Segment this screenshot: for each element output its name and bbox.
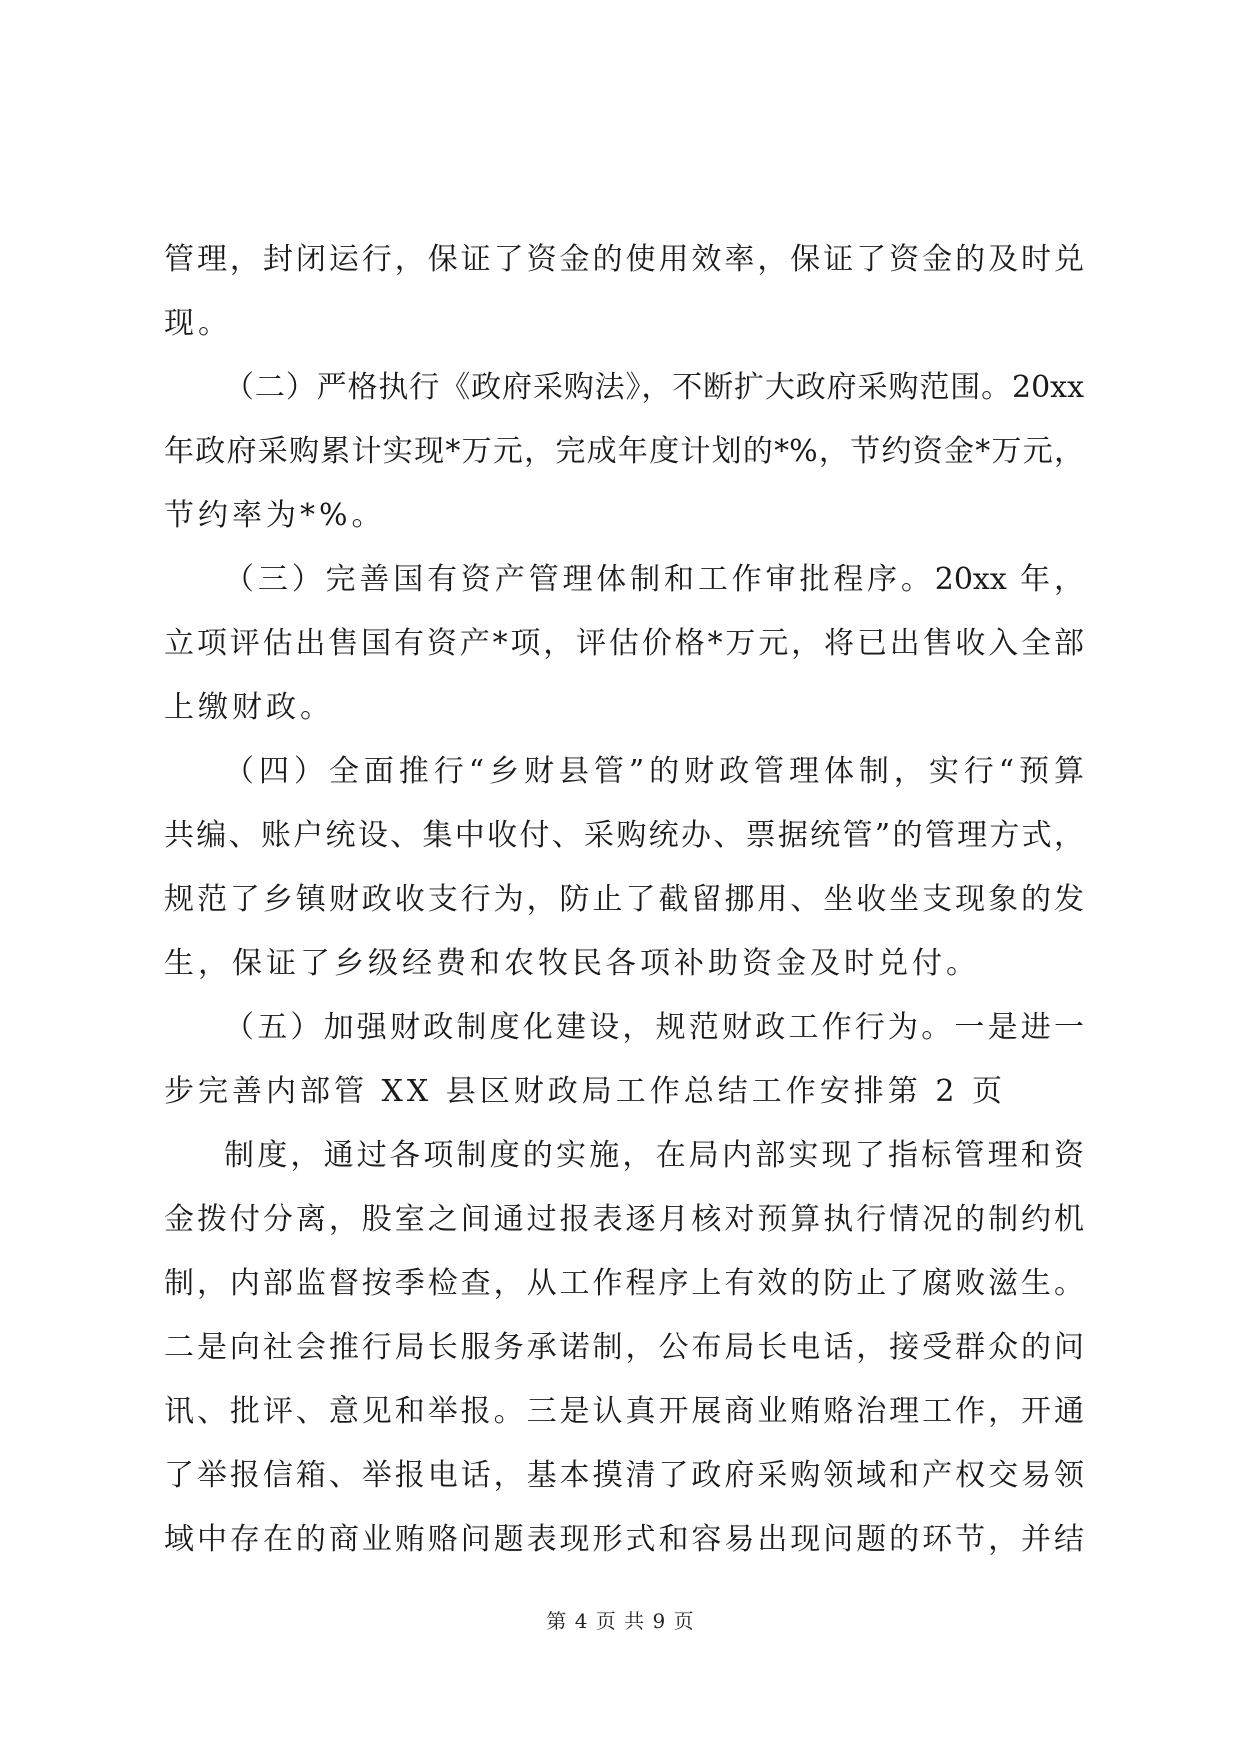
text-line: 金拨付分离，股室之间通过报表逐月核对预算执行情况的制约机 xyxy=(164,1202,1084,1237)
text-line: 讯、批评、意见和举报。三是认真开展商业贿赂治理工作，开通 xyxy=(164,1394,1084,1429)
text-line: 现。 xyxy=(164,306,232,341)
text-line: （五）加强财政制度化建设，规范财政工作行为。一是进一 xyxy=(224,1010,1084,1045)
text-line: （三）完善国有资产管理体制和工作审批程序。20xx 年， xyxy=(224,562,1084,597)
text-line: （二）严格执行《政府采购法》，不断扩大政府采购范围。20xx xyxy=(224,370,1084,405)
text-line: 二是向社会推行局长服务承诺制，公布局长电话，接受群众的问 xyxy=(164,1330,1084,1365)
text-line: 制，内部监督按季检查，从工作程序上有效的防止了腐败滋生。 xyxy=(164,1266,1084,1301)
text-line: 规范了乡镇财政收支行为，防止了截留挪用、坐收坐支现象的发 xyxy=(164,882,1084,917)
text-line: 立项评估出售国有资产*项，评估价格*万元，将已出售收入全部 xyxy=(164,626,1084,661)
text-line: 管理，封闭运行，保证了资金的使用效率，保证了资金的及时兑 xyxy=(164,242,1084,277)
text-line: 了举报信箱、举报电话，基本摸清了政府采购领域和产权交易领 xyxy=(164,1458,1084,1493)
text-line: （四）全面推行“乡财县管”的财政管理体制，实行“预算 xyxy=(224,754,1084,789)
text-line: 步完善内部管 XX 县区财政局工作总结工作安排第 2 页 xyxy=(164,1074,1006,1109)
text-line: 年政府采购累计实现*万元，完成年度计划的*%，节约资金*万元， xyxy=(164,434,1084,469)
text-line: 域中存在的商业贿赂问题表现形式和容易出现问题的环节，并结 xyxy=(164,1522,1084,1557)
text-line: 生，保证了乡级经费和农牧民各项补助资金及时兑付。 xyxy=(164,946,980,981)
page-footer: 第 4 页 共 9 页 xyxy=(546,1609,695,1633)
document-body xyxy=(164,228,1084,1572)
text-line: 上缴财政。 xyxy=(164,690,334,725)
text-line: 共编、账户统设、集中收付、采购统办、票据统管”的管理方式， xyxy=(164,818,1084,853)
text-line: 制度，通过各项制度的实施，在局内部实现了指标管理和资 xyxy=(224,1138,1084,1173)
text-line: 节约率为*%。 xyxy=(164,498,386,533)
